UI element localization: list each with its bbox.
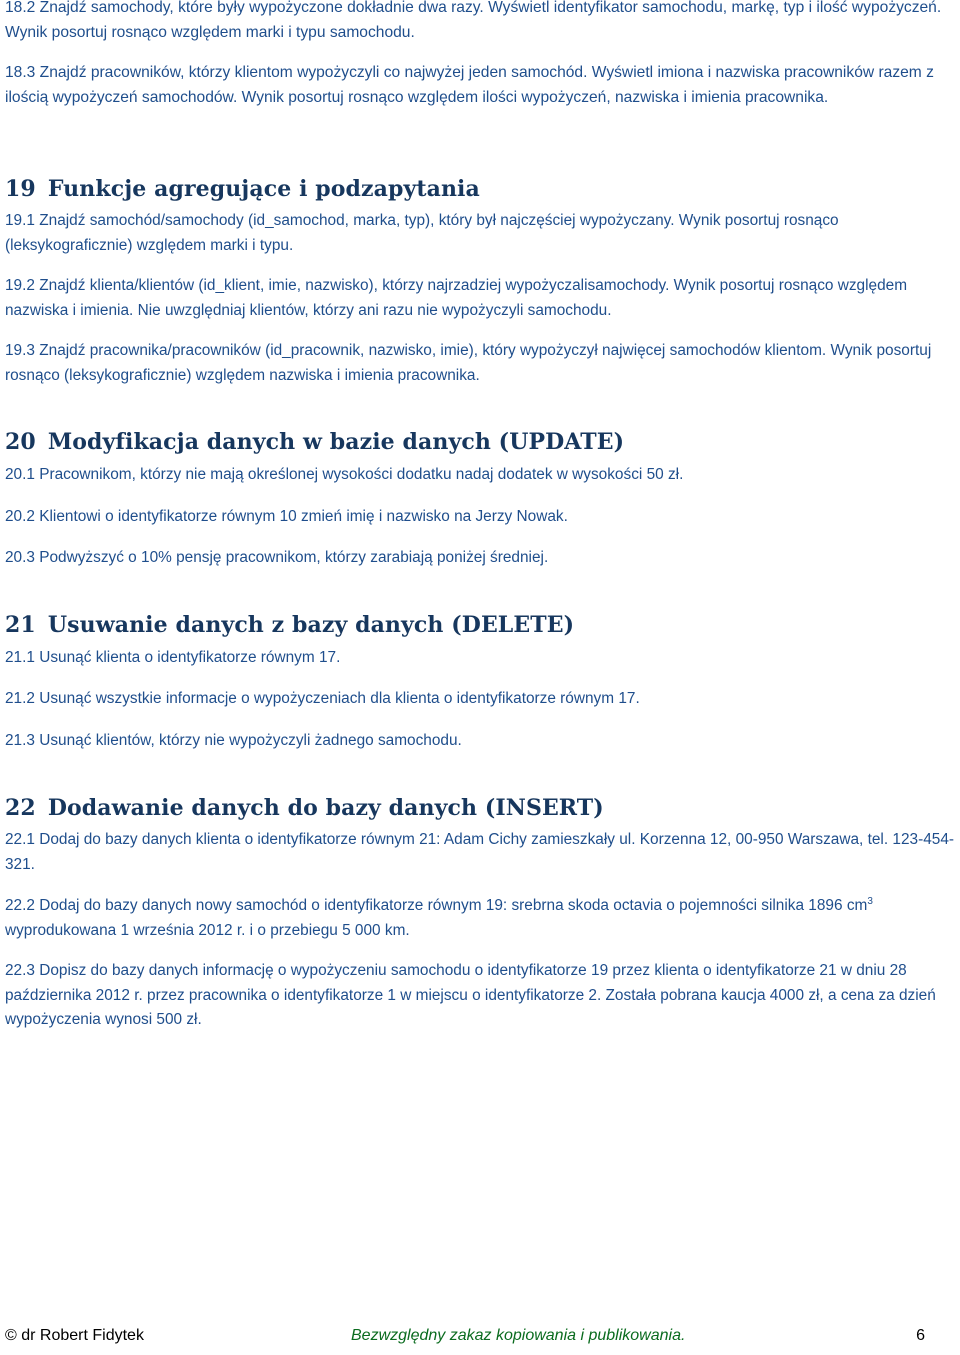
section-number: 20	[5, 429, 36, 455]
footer-notice: Bezwzględny zakaz kopiowania i publikowania.	[351, 1327, 686, 1344]
task-19-1: 19.1 Znajdź samochód/samochody (id_samochod, marka, typ), który był najczęściej wypożyczany. Wynik posortuj rosnąco (leksykograficznie) względem marki i typu.	[5, 212, 839, 254]
section-number: 22	[5, 795, 36, 821]
task-21-1: 21.1 Usunąć klienta o identyfikatorze równym 17.	[5, 649, 341, 666]
task-22-2-tail: wyprodukowana 1 września 2012 r. i o przebiegu 5 000 km.	[5, 921, 410, 939]
section-title: Usuwanie danych z bazy danych (DELETE)	[47, 612, 575, 638]
task-22-1: 22.1 Dodaj do bazy danych klienta o identyfikatorze równym 21: Adam Cichy zamieszkały ul. Korzenna 12, 00-950 Warszawa, tel. 123-454-321.	[5, 831, 955, 873]
task-19-2: 19.2 Znajdź klienta/klientów (id_klient, imie, nazwisko), którzy najrzadziej wypożyczalisamochody. Wynik posortuj rosnąco względem nazwiska i imienia. Nie uwzględniaj klientów, którzy ani razu nie wypożyczyli samochodu.	[5, 277, 908, 319]
section-title: Dodawanie danych do bazy danych (INSERT)	[47, 795, 604, 821]
section-heading-20	[5, 429, 624, 455]
section-number: 19	[5, 176, 36, 202]
task-20-1: 20.1 Pracownikom, którzy nie mają określonej wysokości dodatku nadaj dodatek w wysokości 50 zł.	[5, 466, 684, 483]
section-heading-21	[5, 612, 574, 638]
section-title: Modyfikacja danych w bazie danych (UPDATE)	[47, 429, 625, 455]
task-22-3: 22.3 Dopisz do bazy danych informację o wypożyczeniu samochodu o identyfikatorze 19 przez klienta o identyfikatorze 21 w dniu 28 października 2012 r. przez pracownika o identyfikatorze 1 w miejscu o identyfikatorze 2. Została pobrana kaucja 4000 zł, a cena za dzień wypożyczenia wynosi 500 zł.	[5, 962, 936, 1028]
task-19-3: 19.3 Znajdź pracownika/pracowników (id_pracownik, nazwisko, imie), który wypożyczył najwięcej samochodów klientom. Wynik posortuj rosnąco (leksykograficznie) względem nazwiska i imienia pracownika.	[5, 342, 932, 384]
task-18-3: 18.3 Znajdź pracowników, którzy klientom wypożyczyli co najwyżej jeden samochód. Wyświetl imiona i nazwiska pracowników razem z ilością wypożyczeń samochodów. Wynik posortuj rosnąco względem ilości wypożyczeń, nazwiska i imienia pracownika.	[5, 64, 934, 106]
task-21-3: 21.3 Usunąć klientów, którzy nie wypożyczyli żadnego samochodu.	[5, 732, 462, 749]
page-number: 6	[916, 1327, 925, 1344]
task-18-2: 18.2 Znajdź samochody, które były wypożyczone dokładnie dwa razy. Wyświetl identyfikator samochodu, markę, typ i ilość wypożyczeń. Wynik posortuj rosnąco względem marki i typu samochodu.	[5, 0, 942, 41]
superscript: 3	[867, 895, 873, 907]
task-20-2: 20.2 Klientowi o identyfikatorze równym 10 zmień imię i nazwisko na Jerzy Nowak.	[5, 508, 568, 525]
task-21-2: 21.2 Usunąć wszystkie informacje o wypożyczeniach dla klienta o identyfikatorze równym 17.	[5, 690, 640, 707]
page-footer	[5, 1327, 925, 1351]
section-title: Funkcje agregujące i podzapytania	[47, 176, 480, 202]
section-number: 21	[5, 612, 36, 638]
section-heading-22	[5, 795, 604, 821]
section-heading-19	[5, 176, 480, 202]
task-22-2-text: 22.2 Dodaj do bazy danych nowy samochód o identyfikatorze równym 19: srebrna skoda octavia o pojemności silnika 1896 cm	[5, 897, 868, 914]
task-20-3: 20.3 Podwyższyć o 10% pensję pracownikom, którzy zarabiają poniżej średniej.	[5, 549, 549, 566]
footer-author: © dr Robert Fidytek	[5, 1327, 144, 1344]
task-22-2	[5, 894, 955, 943]
